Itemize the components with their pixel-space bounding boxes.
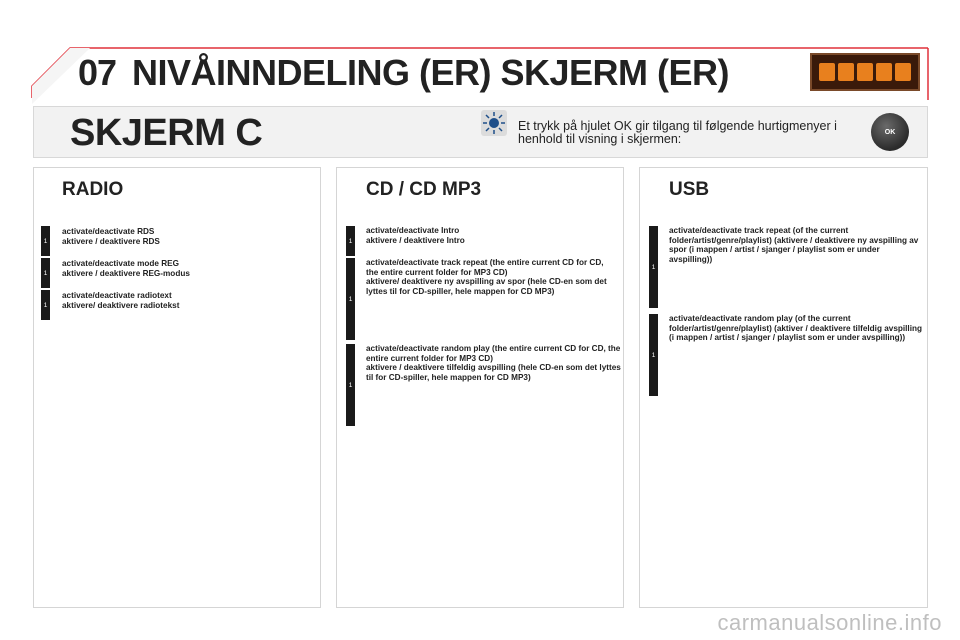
chapter-number: 07 (78, 52, 117, 93)
level-marker: 1 (41, 226, 50, 256)
radio-item-rds: activate/deactivate RDS aktivere / deaktivere RDS (62, 227, 160, 246)
radio-icon (857, 63, 873, 81)
cd-title: CD / CD MP3 (366, 179, 482, 200)
media-icon (895, 63, 911, 81)
section-logo (810, 53, 920, 91)
music-icon (819, 63, 835, 81)
usb-item-random: activate/deactivate random play (of the current folder/artist/genre/playlist) (aktiver / deaktivere tilfeldig avspilling (i mappen / artist / sjanger / playlist som er under avspilling)) (669, 314, 922, 342)
phone-icon (838, 63, 854, 81)
watermark: carmanualsonline.info (717, 610, 942, 635)
settings-icon (876, 63, 892, 81)
tip-text: Et trykk på hjulet OK gir tilgang til følgende hurtigmenyer i henhold til visning i skjermen: (518, 119, 837, 146)
level-marker: 1 (41, 258, 50, 288)
level-marker: 1 (346, 344, 355, 426)
cd-item-repeat: activate/deactivate track repeat (the entire current CD for CD, the entire current folder for MP3 CD) aktivere/ deaktivere ny avspilling av spor (hele CD-en som det lyttes til for CD-spiller, hele mappen for CD MP3) (366, 258, 607, 296)
usb-item-repeat: activate/deactivate track repeat (of the current folder/artist/genre/playlist) (aktivere / deaktivere ny avspilling av spor (i mappen / artist / sjanger / playlist som er under avspilling)) (669, 226, 919, 264)
usb-title: USB (669, 179, 710, 200)
level-marker: 1 (346, 226, 355, 256)
page-title: NIVÅINNDELING (ER) SKJERM (ER) (132, 52, 730, 93)
level-marker: 1 (649, 226, 658, 308)
level-marker: 1 (649, 314, 658, 396)
cd-item-intro: activate/deactivate Intro aktivere / deaktivere Intro (366, 226, 465, 245)
level-marker: 1 (346, 258, 355, 340)
ok-button-icon: OK (871, 113, 909, 151)
radio-item-radiotext: activate/deactivate radiotext aktivere/ deaktivere radiotekst (62, 291, 180, 310)
radio-item-reg: activate/deactivate mode REG aktivere / deaktivere REG-modus (62, 259, 190, 278)
level-marker: 1 (41, 290, 50, 320)
cd-item-random: activate/deactivate random play (the entire current CD for CD, the entire current folder for MP3 CD) aktivere / deaktivere tilfeldig avspilling (hele CD-en som det lyttes til for CD-spiller, hele mappen for CD MP3) (366, 344, 621, 382)
screen-title: SKJERM C (70, 112, 263, 154)
radio-title: RADIO (62, 179, 124, 200)
tip-icon (481, 110, 507, 136)
